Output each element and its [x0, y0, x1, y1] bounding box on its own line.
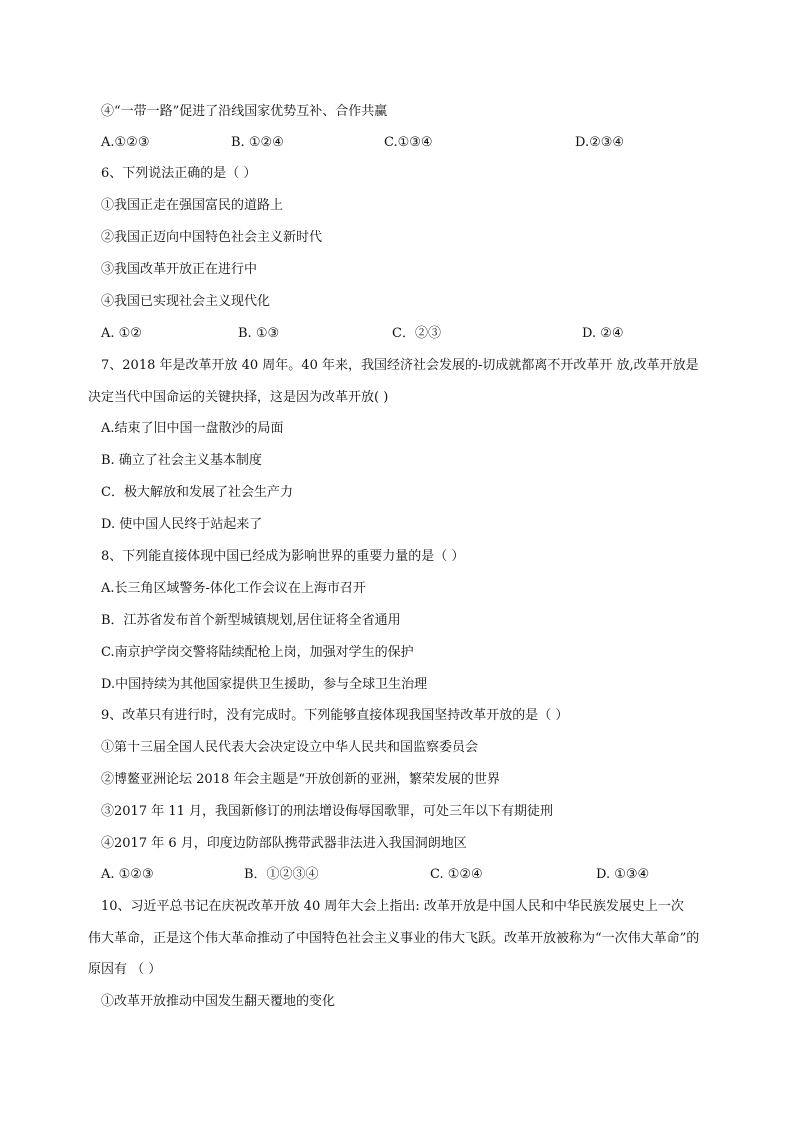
q9-item-1: ①第十三届全国人民代表大会决定设立中华人民共和国监察委员会 [101, 740, 479, 755]
q6-option-b: B. ①③ [238, 326, 280, 341]
q5-option-d: D.②③④ [575, 135, 625, 150]
q6-item-4: ④我国已实现社会主义现代化 [101, 294, 271, 309]
q6-option-d: D. ②④ [582, 326, 624, 341]
q8-stem: 8、下列能直接体现中国已经成为影响世界的重要力量的是（ ） [101, 549, 465, 564]
q9-item-3: ③2017 年 11 月，我国新修订的刑法增设侮辱国歌罪，可处三年以下有期徒刑 [101, 804, 554, 819]
q9-stem: 9、改革只有进行时，没有完成时。下列能够直接体现我国坚持改革开放的是（ ） [101, 708, 569, 723]
q9-option-b: B．①②③④ [244, 867, 319, 882]
q9-option-c: C. ①②④ [430, 867, 483, 882]
q10-item-1: ①改革开放推动中国发生翻天覆地的变化 [101, 994, 336, 1009]
q10-stem-line-3: 原因有 （ ） [88, 962, 162, 977]
q9-option-d: D. ①③④ [596, 867, 650, 882]
q6-item-2: ②我国正迈向中国特色社会主义新时代 [101, 230, 323, 245]
q7-option-c: C．极大解放和发展了社会生产力 [101, 485, 293, 500]
q8-option-b: B．江苏省发布首个新型城镇规划,居住证将全省通用 [101, 613, 401, 628]
q8-option-a: A.长三角区域警务-体化工作会议在上海市召开 [101, 581, 366, 596]
q8-option-c: C.南京护学岗交警将陆续配枪上岗，加强对学生的保护 [101, 645, 414, 660]
q8-option-d: D.中国持续为其他国家提供卫生援助，参与全球卫生治理 [101, 677, 428, 692]
q10-stem-line-1: 10、习近平总书记在庆祝改革开放 40 周年大会上指出: 改革开放是中国人民和中华民族发展史上一次 [101, 899, 684, 914]
q6-option-a: A. ①② [101, 326, 142, 341]
q6-item-3: ③我国改革开放正在进行中 [101, 262, 258, 277]
q6-item-1: ①我国正走在强国富民的道路上 [101, 198, 284, 213]
q7-stem-line-1: 7、2018 年是改革开放 40 周年。40 年来，我国经济社会发展的-切成就都离不开改革开 放,改革开放是 [101, 358, 699, 373]
q7-option-a: A.结束了旧中国一盘散沙的局面 [101, 421, 284, 436]
q5-option-a: A.①②③ [101, 135, 150, 150]
q6-stem: 6、下列说法正确的是（ ） [101, 166, 257, 181]
q5-item-4: ④“一带一路”促进了沿线国家优势互补、合作共赢 [101, 104, 388, 119]
q7-option-b: B. 确立了社会主义基本制度 [101, 453, 262, 468]
q5-option-c: C.①③④ [384, 135, 433, 150]
q9-option-a: A. ①②③ [101, 867, 154, 882]
q10-stem-line-2: 伟大革命，正是这个伟大革命推动了中国特色社会主义事业的伟大飞跃。改革开放被称为“一次伟大革命”的 [88, 931, 700, 946]
q9-item-4: ④2017 年 6 月，印度边防部队携带武器非法进入我国洞朗地区 [101, 836, 467, 851]
q5-option-b: B. ①②④ [231, 135, 284, 150]
q6-option-c: C．②③ [392, 326, 441, 341]
q7-stem-line-2: 决定当代中国命运的关键抉择，这是因为改革开放( ) [88, 390, 389, 405]
q7-option-d: D. 使中国人民终于站起来了 [101, 517, 263, 532]
q9-item-2: ②博鳌亚洲论坛 2018 年会主题是“开放创新的亚洲，繁荣发展的世界 [101, 772, 500, 787]
